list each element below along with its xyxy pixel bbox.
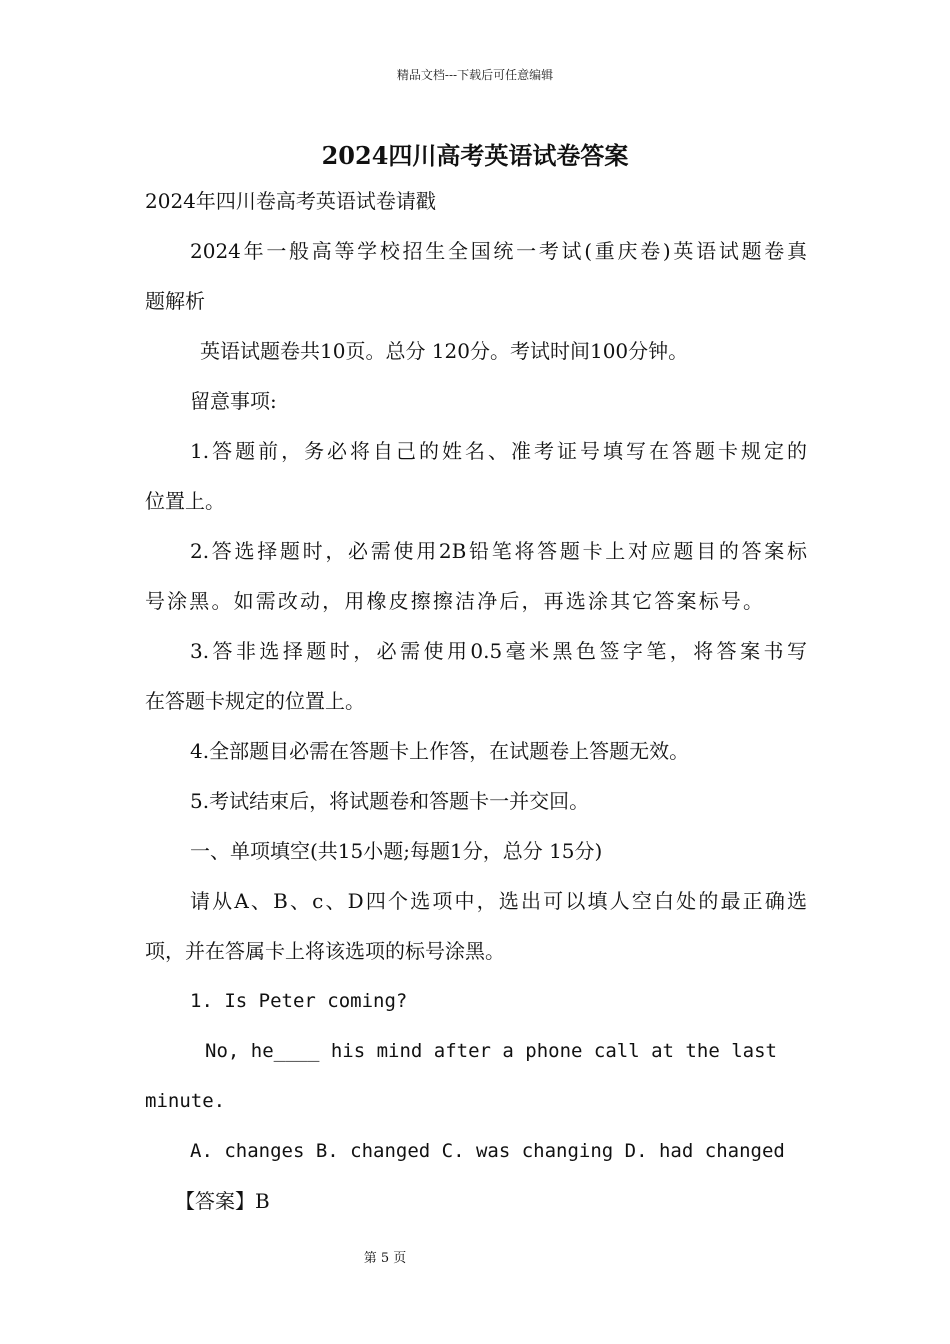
- body-line: 号涂黑。如需改动，用橡皮擦擦洁净后，再选涂其它答案标号。: [145, 589, 763, 613]
- body-line: 2024年四川卷高考英语试卷请戳: [145, 189, 436, 213]
- body-line: 题解析: [145, 289, 205, 313]
- body-line: 留意事项:: [190, 389, 277, 413]
- body-line: 3.答非选择题时，必需使用0.5毫米黑色签字笔，将答案书写: [190, 639, 807, 663]
- body-line: 4.全部题目必需在答题卡上作答，在试题卷上答题无效。: [190, 739, 690, 763]
- body-line: 位置上。: [145, 489, 225, 513]
- document-title: 2024四川高考英语试卷答案: [321, 141, 629, 170]
- body-line: 在答题卡规定的位置上。: [145, 689, 365, 713]
- body-line: 5.考试结束后，将试题卷和答题卡一并交回。: [190, 789, 590, 813]
- header-note: 精品文档---下载后可任意编辑: [396, 68, 554, 82]
- question-line: No, he____ his mind after a phone call at the last: [205, 1040, 777, 1062]
- body-line: 英语试题卷共10页。总分 120分。考试时间100分钟。: [200, 339, 689, 363]
- body-line: 1.答题前，务必将自己的姓名、准考证号填写在答题卡规定的: [190, 439, 807, 463]
- question-line: 1. Is Peter coming?: [190, 990, 408, 1012]
- question-line: minute.: [145, 1090, 226, 1112]
- answer-line: 【答案】B: [175, 1189, 270, 1213]
- answer-options: A. changes B. changed C. was changing D. had changed: [190, 1140, 785, 1162]
- body-line: 项，并在答属卡上将该选项的标号涂黑。: [145, 939, 505, 963]
- body-line: 请从A、B、c、D四个选项中，选出可以填人空白处的最正确选: [190, 889, 807, 913]
- body-line: 2.答选择题时，必需使用2B铅笔将答题卡上对应题目的答案标: [190, 539, 807, 563]
- section-heading: 一、单项填空(共15小题;每题1分，总分 15分): [190, 839, 603, 863]
- page-footer: 第 5 页: [363, 1251, 407, 1266]
- body-line: 2024年一般高等学校招生全国统一考试(重庆卷)英语试题卷真: [190, 239, 807, 263]
